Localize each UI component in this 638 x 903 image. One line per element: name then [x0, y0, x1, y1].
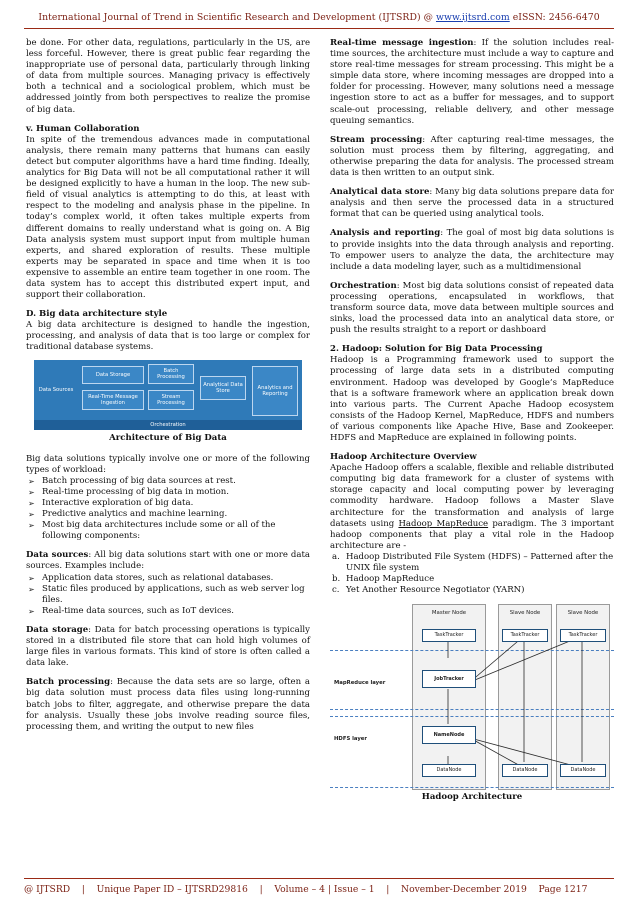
figure-caption: Architecture of Big Data — [109, 432, 227, 443]
analytics-reporting-box: Analytics and Reporting — [252, 366, 298, 416]
datanode-component: DataNode — [422, 764, 476, 777]
big-data-architecture-diagram — [26, 360, 310, 430]
footer-divider — [24, 878, 614, 879]
orchestration-bar: Orchestration — [34, 420, 302, 430]
list-item: a. Hadoop Distributed File System (HDFS) – Patterned after the UNIX file system — [332, 551, 614, 574]
paragraph: Data sources: All big data solutions start with one or more data sources. Examples include: — [26, 550, 310, 572]
paragraph: Analytical data store: Many big data solutions prepare data for analysis and then serve the processed data in a structured format that can be queried using analytical tools. — [330, 187, 614, 220]
namenode-component: NameNode — [422, 726, 476, 744]
list-item: ➢ Predictive analytics and machine learning. — [26, 509, 310, 520]
analytical-data-store-box: Analytical Data Store — [200, 376, 246, 400]
paragraph: Real-time message ingestion: If the solution includes real-time sources, the architecture must include a way to capture and store real-time messages for stream processing. This might be a simple data store, where incoming messages are dropped into a folder for processing. However, many solutions need a message ingestion store to act as a buffer for messages, and to support scale-out processing, reliable delivery, and other message queuing semantics. — [330, 38, 614, 126]
journal-website-link[interactable]: www.ijtsrd.com — [435, 12, 510, 23]
tasktracker-component: TaskTracker — [422, 629, 476, 642]
right-column — [330, 38, 614, 813]
paragraph: Big data solutions typically involve one or more of the following types of workload: — [26, 453, 310, 475]
slave-node: Slave Node — [498, 604, 552, 790]
paragraph: Batch processing: Because the data sets are so large, often a big data solution must process data files using long-running batch jobs to filter, aggregate, and otherwise prepare the data for analysis. Usually these jobs involve reading source files, processing them, and writing the output to new files — [26, 677, 310, 732]
list-item: ➢ Most big data architectures include some or all of the following components: — [26, 520, 310, 542]
paragraph: Hadoop is a Programming framework used to support the processing of large data sets in a distributed computing environment. Hadoop was developed by Google’s MapReduce that is a software framework where an application break down into various parts. The Current Apache Hadoop ecosystem consists of the Hadoop Kernel, MapReduce, HDFS and numbers of various components like Apache Hive, Base and Zookeeper. HDFS and MapReduce are explained in following points. — [330, 355, 614, 443]
paragraph: In spite of the tremendous advances made in computational analysis, there remain many patterns that humans can easily detect but computer algorithms have a hard time finding. Ideally, analytics for Big Data will not be all computational rather it will be designed explicitly to have a human in the loop. The new sub-field of visual analytics is attempting to do this, at least with respect to the modeling and analysis phase in the pipeline. In today’s complex world, it often takes multiple experts from different domains to really understand what is going on. A Big Data analysis system must support input from multiple human experts, and shared exploration of results. These multiple experts may be separated in space and time when it is too expensive to assemble an entire team together in one room. The data system has to accept this distributed expert input, and support their collaboration. — [26, 134, 310, 301]
list-item: ➢ Application data stores, such as relational databases. — [26, 573, 310, 584]
paragraph: Stream processing: After capturing real-time messages, the solution must process them by filtering, aggregating, and otherwise preparing the data for analysis. The processed stream data is then written to an output sink. — [330, 134, 614, 179]
paragraph: Analysis and reporting: The goal of most big data solutions is to provide insights into the data through analysis and reporting. To empower users to analyze the data, the architecture may include a data modeling layer, such as a multidimensional — [330, 228, 615, 272]
section-heading-architecture-style: D. Big data architecture style — [26, 309, 168, 320]
hadoop-mapreduce-link[interactable]: Hadoop MapReduce — [398, 518, 489, 529]
paragraph: A big data architecture is designed to handle the ingestion, processing, and analysis of data that is too large or complex for traditional database systems. — [26, 320, 310, 353]
datanode-component: DataNode — [502, 764, 548, 777]
realtime-ingestion-box: Real-Time Message Ingestion — [82, 390, 144, 410]
header-divider — [24, 28, 614, 29]
list-item: ➢ Real-time processing of big data in motion. — [26, 487, 310, 498]
jobtracker-component: JobTracker — [422, 670, 476, 688]
list-item: ➢ Real-time data sources, such as IoT devices. — [26, 606, 310, 617]
master-node: Master Node — [412, 604, 486, 790]
list-item: ➢ Static files produced by applications, such as web server log files. — [26, 584, 310, 606]
batch-processing-box: Batch Processing — [148, 364, 194, 384]
list-item: ➢ Interactive exploration of big data. — [26, 498, 310, 509]
section-heading-human-collaboration: v. Human Collaboration — [26, 123, 140, 134]
figure-caption: Hadoop Architecture — [421, 792, 523, 803]
workload-list — [26, 476, 310, 543]
paragraph: be done. For other data, regulations, particularly in the US, are less forceful. However, there is great public fear regarding the inappropriate use of personal data, particularly through linking of data from multiple sources. Managing privacy is effectively both a technical and a sociological problem, which must be addressed jointly from both perspectives to realize the promise of big data. — [26, 38, 310, 115]
data-sources-list — [26, 573, 310, 617]
stream-processing-box: Stream Processing — [148, 390, 194, 410]
hdfs-layer-label: HDFS layer — [334, 736, 367, 743]
list-item: b. Hadoop MapReduce — [332, 574, 435, 585]
paragraph: Data storage: Data for batch processing operations is typically stored in a distributed file store that can hold high volumes of large files in various formats. This kind of store is often called a data lake. — [26, 624, 310, 669]
slave-node: Slave Node — [556, 604, 610, 790]
section-heading-hadoop-overview: Hadoop Architecture Overview — [330, 452, 477, 463]
left-column — [26, 38, 310, 741]
journal-header: International Journal of Trend in Scientific Research and Development (IJTSRD) @ www.ijtsrd.com eISSN: 2456-6470 — [38, 12, 600, 23]
data-sources-box: Data Sources — [38, 386, 74, 393]
datanode-component: DataNode — [560, 764, 606, 777]
hadoop-components-list — [330, 552, 614, 596]
data-storage-box: Data Storage — [82, 366, 144, 384]
list-item: c. Yet Another Resource Negotiator (YARN) — [332, 585, 525, 596]
list-item: ➢ Batch processing of big data sources at rest. — [26, 476, 310, 487]
hadoop-architecture-diagram — [330, 604, 614, 790]
page-footer: @ IJTSRD | Unique Paper ID – IJTSRD29816 | Volume – 4 | Issue – 1 | November-December 2019 Page 1217 — [24, 884, 588, 895]
section-heading-hadoop: 2. Hadoop: Solution for Big Data Processing — [330, 344, 543, 355]
tasktracker-component: TaskTracker — [502, 629, 548, 642]
tasktracker-component: TaskTracker — [560, 629, 606, 642]
paragraph: Orchestration: Most big data solutions consist of repeated data processing operations, encapsulated in workflows, that transform source data, move data between multiple sources and sinks, load the processed data into an analytical data store, or push the results straight to a report or dashboard — [330, 280, 614, 336]
paragraph: Apache Hadoop offers a scalable, flexible and reliable distributed computing big data framework for a cluster of systems with storage capacity and local computing power by leveraging commodity hardware. Hadoop follows a Master Slave architecture for the transformation and analysis of large datasets using Hadoop MapReduce paradigm. The 3 important hadoop components that play a vital role in the Hadoop architecture are - — [330, 463, 614, 551]
mapreduce-layer-label: MapReduce layer — [334, 680, 386, 687]
